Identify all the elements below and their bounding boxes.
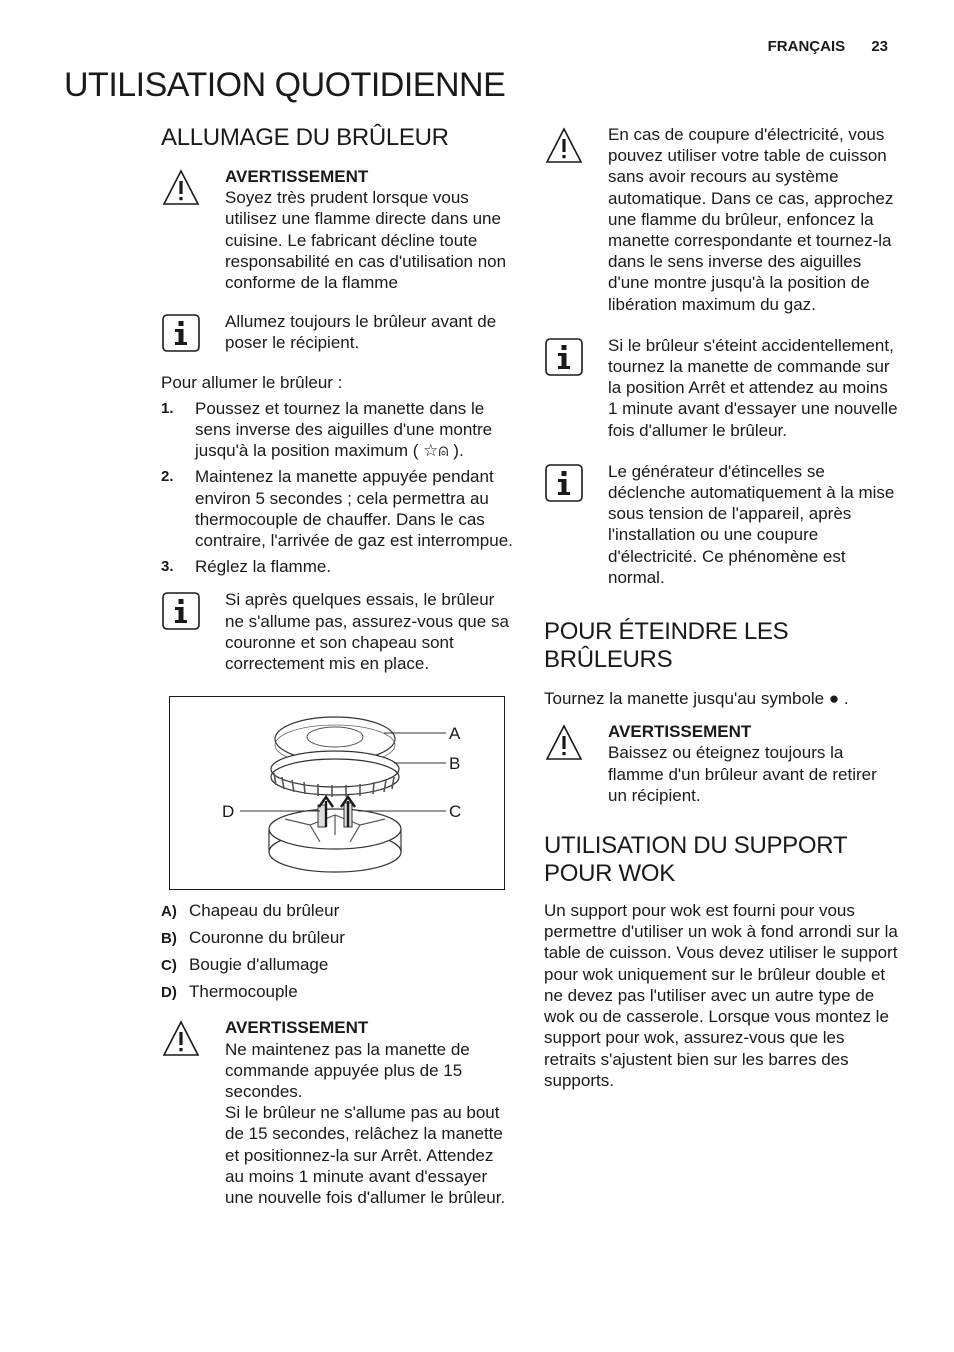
info-text: Si le brûleur s'éteint accidentellement, tournez la manette de commande sur la position Arrêt et attendez au moins 1 minute avant d'essayer une nouvelle fois d'allumer le brûleur. bbox=[608, 335, 898, 440]
info-note bbox=[161, 311, 516, 353]
warning-icon bbox=[544, 126, 584, 166]
list-item: A) Chapeau du brûleur bbox=[161, 901, 340, 921]
section-title-lighting: ALLUMAGE DU BRÛLEUR bbox=[161, 124, 449, 151]
section-title-wok-support: UTILISATION DU SUPPORT POUR WOK bbox=[544, 832, 847, 888]
warning-icon bbox=[544, 723, 584, 763]
info-note bbox=[544, 335, 899, 441]
warning-note bbox=[544, 721, 899, 806]
figure-legend bbox=[161, 900, 516, 1003]
label-c: C bbox=[449, 802, 462, 822]
left-column bbox=[161, 124, 516, 1208]
warning-text: Baissez ou éteignez toujours la flamme d'un brûleur avant de retirer un récipient. bbox=[608, 743, 877, 805]
list-item: 3. Réglez la flamme. bbox=[161, 557, 332, 577]
warning-text: Si le brûleur ne s'allume pas au bout de 15 secondes, relâchez la manette et positionnez-la sur Arrêt. Attendez au moins 1 minute avant d'essayer une nouvelle fois d'allumer le brûleur. bbox=[225, 1103, 506, 1208]
turn-off-text: Tournez la manette jusqu'au symbole ● . bbox=[544, 689, 849, 709]
section-title-turn-off: POUR ÉTEINDRE LES BRÛLEURS bbox=[544, 618, 789, 674]
list-item: 1. Poussez et tournez la manette dans le sens inverse des aiguilles d'une montre jusqu'à la position maximum ( ☆⍝ ). bbox=[161, 398, 493, 461]
page-number: 23 bbox=[871, 38, 888, 55]
info-icon bbox=[161, 591, 201, 631]
warning-note bbox=[161, 166, 516, 293]
burner-diagram bbox=[169, 696, 505, 890]
wok-support-text: Un support pour wok est fourni pour vous permettre d'utiliser un wok à fond arrondi sur la table de cuisson. Vous devez utiliser le support pour wok uniquement sur le brûleur double et ne devez pas l'utiliser avec un autre type de wok ou de casserole. Lorsque vous montez le support pour wok, assurez-vous que les retraits s'ajustent bien sur les barres des supports. bbox=[544, 901, 898, 1090]
warning-note bbox=[161, 1017, 516, 1208]
list-item: D) Thermocouple bbox=[161, 982, 298, 1002]
page-title: UTILISATION QUOTIDIENNE bbox=[64, 66, 506, 104]
page-header bbox=[768, 38, 888, 55]
label-d: D bbox=[222, 802, 235, 822]
warning-title: AVERTISSEMENT bbox=[225, 167, 369, 186]
info-icon bbox=[544, 337, 584, 377]
info-note bbox=[544, 461, 899, 588]
warning-icon bbox=[161, 1019, 201, 1059]
steps-intro: Pour allumer le brûleur : bbox=[161, 372, 343, 392]
info-text: Si après quelques essais, le brûleur ne s'allume pas, assurez-vous que sa couronne et son chapeau sont correctement mis en place. bbox=[225, 590, 509, 674]
language-label: FRANÇAIS bbox=[767, 38, 846, 55]
warning-text: Soyez très prudent lorsque vous utilisez une flamme directe dans une cuisine. Le fabricant décline toute responsabilité en cas d'utilisation non conforme de la flamme bbox=[225, 188, 507, 293]
warning-icon bbox=[161, 168, 201, 208]
info-text: Allumez toujours le brûleur avant de poser le récipient. bbox=[225, 312, 497, 353]
list-item: 2. Maintenez la manette appuyée pendant environ 5 secondes ; cela permettra au thermocouple de chauffer. Dans le cas contraire, l'arrivée de gaz est interrompue. bbox=[161, 467, 513, 551]
info-text: Le générateur d'étincelles se déclenche automatiquement à la mise sous tension de l'appareil, après l'installation ou une coupure d'électricité. Ce phénomène est normal. bbox=[608, 461, 895, 587]
right-column bbox=[544, 124, 899, 1091]
info-note bbox=[161, 589, 516, 674]
label-b: B bbox=[449, 754, 461, 774]
warning-title: AVERTISSEMENT bbox=[608, 722, 752, 742]
info-icon bbox=[544, 463, 584, 503]
warning-note bbox=[544, 124, 899, 315]
steps-list bbox=[161, 398, 516, 578]
warning-title: AVERTISSEMENT bbox=[225, 1018, 369, 1038]
list-item: C) Bougie d'allumage bbox=[161, 955, 329, 975]
warning-text: Ne maintenez pas la manette de commande appuyée plus de 15 secondes. bbox=[225, 1039, 470, 1102]
warning-text: En cas de coupure d'électricité, vous pouvez utiliser votre table de cuisson sans avoir recours au système automatique. Dans ce cas, approchez une flamme du brûleur, enfoncez la manette correspondante et tournez-la dans le sens inverse des aiguilles d'une montre jusqu'à la position de libération maximum du gaz. bbox=[608, 125, 894, 314]
label-a: A bbox=[449, 724, 461, 744]
info-icon bbox=[161, 313, 201, 353]
list-item: B) Couronne du brûleur bbox=[161, 928, 345, 948]
